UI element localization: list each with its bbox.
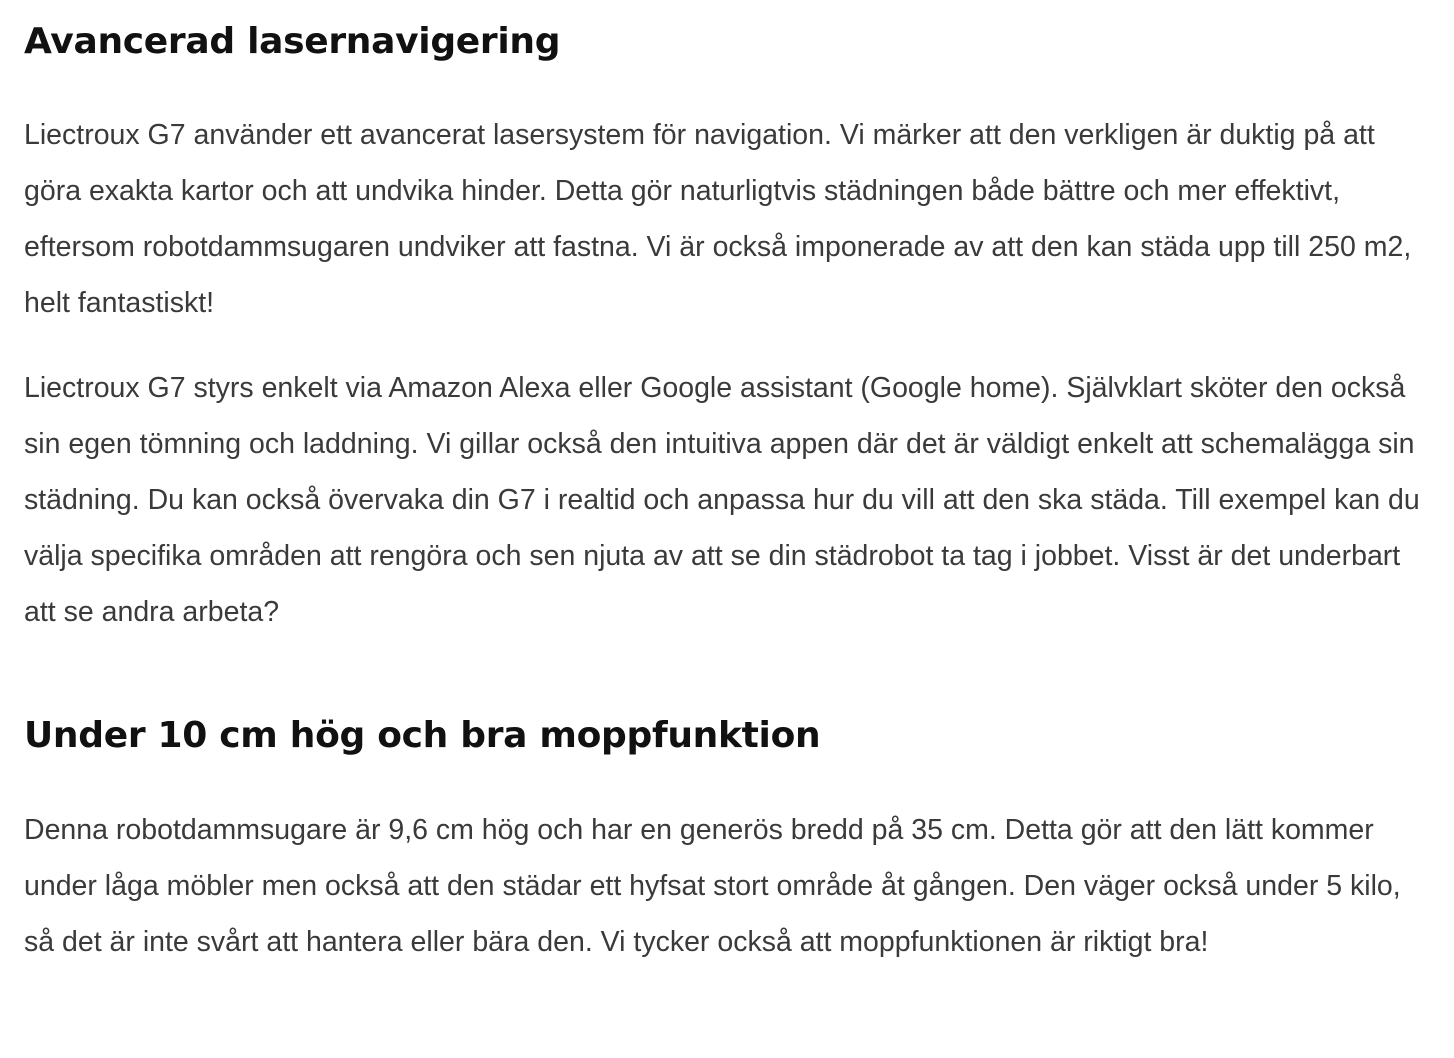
section-heading-height-mop: Under 10 cm hög och bra moppfunktion xyxy=(24,715,821,756)
paragraph-height-mop: Denna robotdammsugare är 9,6 cm hög och har en generös bredd på 35 cm. Detta gör att den lätt kommer under låga möbler men också att den städar ett hyfsat stort område åt gången. Den väger också under 5 kilo, så det är inte svårt att hantera eller bära den. Vi tycker också att moppfunktionen är riktigt bra! xyxy=(24,814,1401,958)
section-heading-laser-navigation: Avancerad lasernavigering xyxy=(24,21,561,62)
paragraph-smart-control: Liectroux G7 styrs enkelt via Amazon Alexa eller Google assistant (Google home). Självklart sköter den också sin egen tömning och laddning. Vi gillar också den intuitiva appen där det är väldigt enkelt att schemalägga sin städning. Du kan också övervaka din G7 i realtid och anpassa hur du vill att den ska städa. Till exempel kan du välja specifika områden att rengöra och sen njuta av att se din städrobot ta tag i jobbet. Visst är det underbart att se andra arbeta? xyxy=(24,372,1420,628)
paragraph-laser-navigation: Liectroux G7 använder ett avancerat lasersystem för navigation. Vi märker att den verkligen är duktig på att göra exakta kartor och att undvika hinder. Detta gör naturligtvis städningen både bättre och mer effektivt, eftersom robotdammsugaren undviker att fastna. Vi är också imponerade av att den kan städa upp till 250 m2, helt fantastiskt! xyxy=(24,119,1412,319)
